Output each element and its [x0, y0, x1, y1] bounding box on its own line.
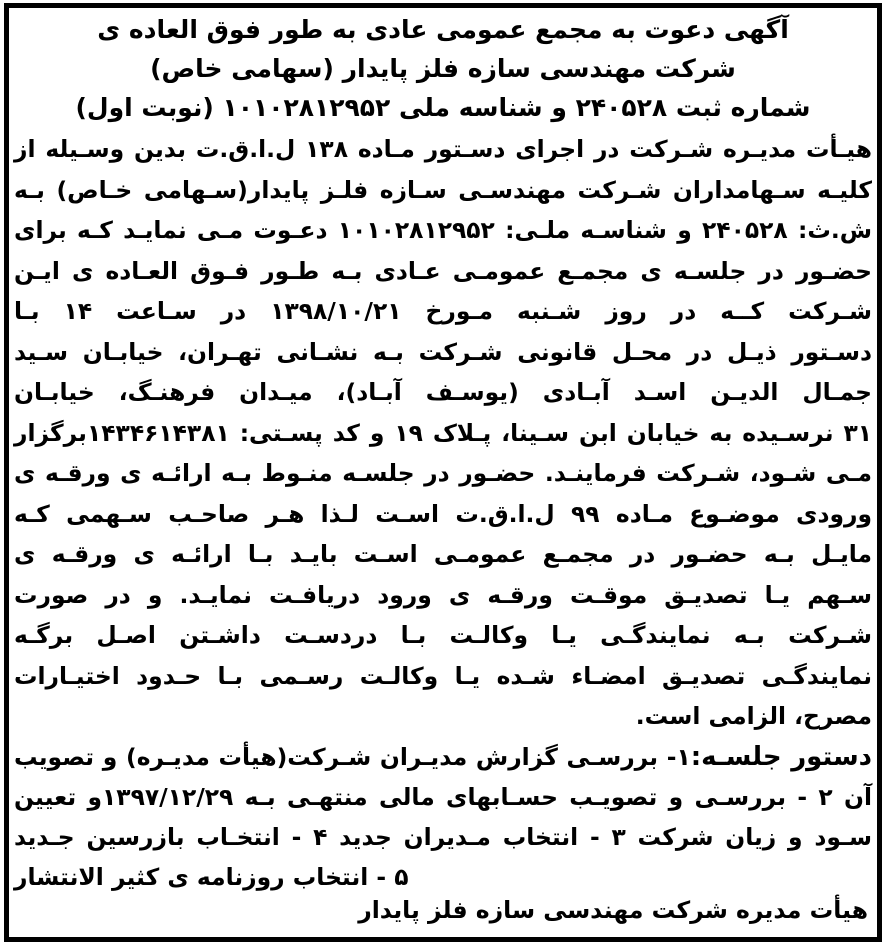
- body-line: دسـتور ذیـل در محـل قانونی شـرکت بـه نشـانی تهـران، خیابـان سـید: [14, 337, 872, 366]
- agenda-section: [14, 737, 872, 897]
- agenda-line-1-text: ۱- بررسـی گزارش مدیـران شـرکت(هیأت مدیـره) و تصویب: [14, 742, 691, 771]
- body-line: هیـأت مدیـره شـرکت در اجرای دسـتور مـاده ۱۳۸ ل.ا.ق.ت بدین وسـیله از: [14, 135, 872, 163]
- body-line: کلیـه سـهامداران شـرکت مهندسـی سـازه فلـز پایدار(سـهامی خـاص) بـه: [14, 175, 872, 204]
- page-title: [14, 10, 872, 127]
- body-line: شـرکت بـه نمایندگـی یـا وکالـت بـا دردسـت داشـتن اصـل برگـه: [14, 621, 872, 649]
- headline-line-3: شماره ثبت ۲۴۰۵۲۸ و شناسه ملی ۱۰۱۰۲۸۱۲۹۵۲ (نوبت اول): [75, 93, 811, 122]
- body-line: ش.ث: ۲۴۰۵۲۸ و شناسـه ملـی: ۱۰۱۰۲۸۱۲۹۵۲ دعـوت مـی نمایـد کـه برای: [14, 216, 872, 244]
- agenda-line-1: [14, 737, 872, 777]
- agenda-line-2: آن ۲ - بررسـی و تصویـب حسـابهای مالی منتهـی بـه ۱۳۹۷/۱۲/۲۹و تعیین: [14, 782, 872, 811]
- headline-line-1: آگهی دعوت به مجمع عمومی عادی به طور فوق العاده ی: [97, 15, 789, 44]
- body-line: جمـال الدیـن اسـد آبـادی (یوسـف آبـاد)، میـدان فرهنـگ، خیابـان: [14, 378, 872, 406]
- body-line: مـی شـود، شـرکت فرماینـد. حضـور در جلسـه منـوط بـه ارائـه ی ورقـه ی: [14, 459, 872, 487]
- body-line: مایـل بـه حضـور در مجمـع عمومـی اسـت بایـد بـا ارائـه ی ورقـه ی: [14, 540, 872, 568]
- body-line: مصرح، الزامی است.: [635, 702, 872, 730]
- body-line: نمایندگـی تصدیـق امضـاء شـده یـا وکالـت رسـمی بـا حـدود اختیـارات: [14, 661, 872, 690]
- body-line: حضـور در جلسـه ی مجمـع عمومـی عـادی بـه طـور فـوق العـاده ی ایـن: [14, 256, 872, 285]
- agenda-line-3: سـود و زیان شرکت ۳ - انتخاب مـدیران جدید ۴ - انتخـاب بازرسین جـدید: [14, 822, 872, 851]
- body-line: ۳۱ نرسـیده به خیابان ابن سـینا، پـلاک ۱۹ و کد پسـتی: ۱۴۳۴۶۱۴۳۸۱برگزار: [14, 418, 872, 447]
- signature-block: هیأت مدیره شرکت مهندسی سازه فلز پایدار: [358, 895, 868, 924]
- body-line: سـهم یـا تصدیـق موقـت ورقـه ی ورود دریافـت نمایـد. و در صورت: [14, 580, 872, 609]
- notice-body: [14, 129, 872, 737]
- body-line: ورودی موضـوع مـاده ۹۹ ل.ا.ق.ت اسـت لـذا هـر صاحـب سـهمی کـه: [14, 499, 872, 528]
- body-line: شـرکت کــه در روز شـنبه مـورخ ۱۳۹۸/۱۰/۲۱ در سـاعت ۱۴ بـا: [14, 297, 872, 325]
- headline-line-2: شرکت مهندسی سازه فلز پایدار (سهامی خاص): [150, 54, 736, 83]
- agenda-lead-label: دستور جلسـه:: [690, 741, 872, 772]
- agenda-line-4: ۵ - انتخاب روزنامه ی کثیر الانتشار: [14, 862, 409, 891]
